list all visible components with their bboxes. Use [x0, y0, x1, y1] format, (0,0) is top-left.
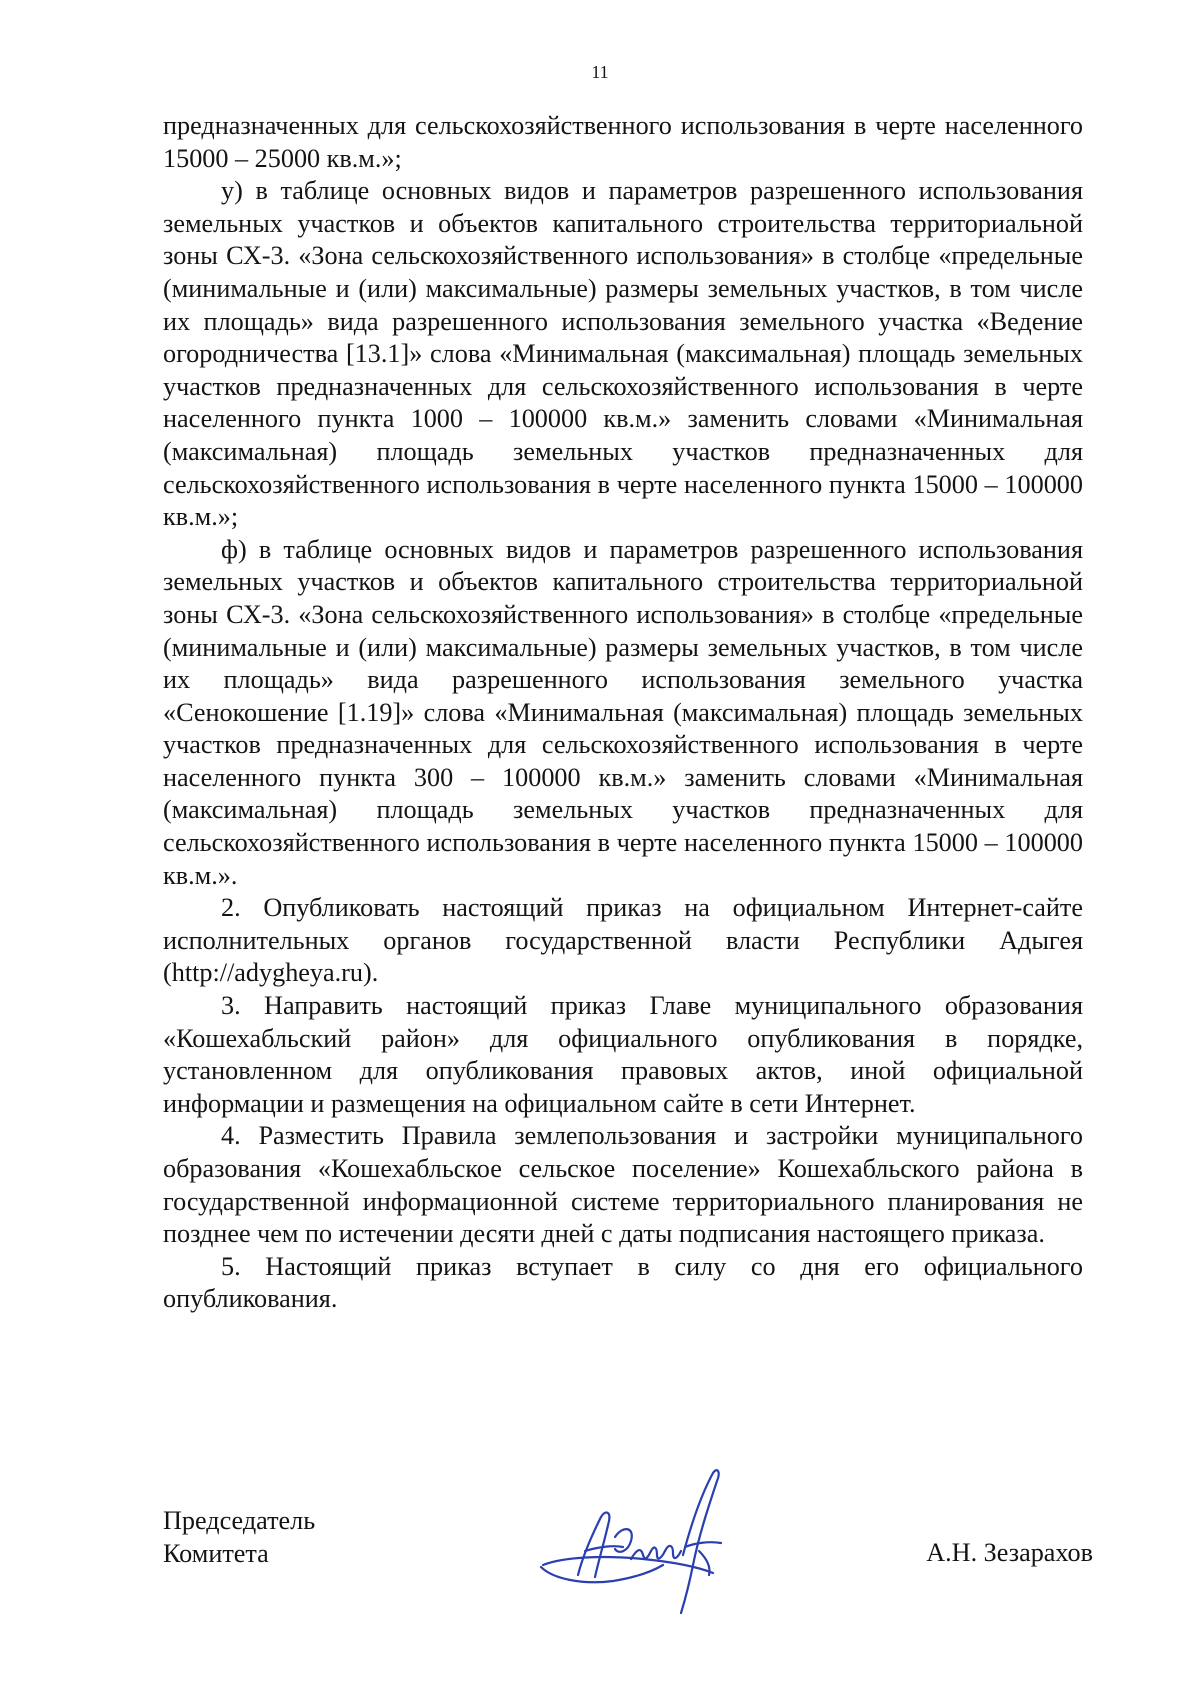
document-body [163, 110, 1083, 1316]
handwritten-signature [523, 1455, 763, 1625]
signatory-title-line2: Комитета [163, 1538, 269, 1568]
signatory-name: А.Н. Зезарахов [926, 1538, 1093, 1567]
signatory-title [163, 1505, 315, 1570]
signatory-title-line1: Председатель [163, 1506, 316, 1535]
signature-block [163, 1505, 1093, 1625]
page-number: 11 [591, 62, 609, 82]
paragraph-point-2: 2. Опубликовать настоящий приказ на официальном Интернет-сайте исполнительных органов государственной власти Республики Адыгея (http://adygheya.ru). [163, 893, 1083, 988]
paragraph-point-3: 3. Направить настоящий приказ Главе муниципального образования «Кошехабльский район» для официального опубликования в порядке, установленном для опубликования правовых актов, иной официальной информации и размещения на официальном сайте в сети Интернет. [163, 991, 1083, 1118]
paragraph-item-u: у) в таблице основных видов и параметров разрешенного использования земельных участков и объектов капитального строительства территориальной зоны СХ-3. «Зона сельскохозяйственного использования» в столбце «предельные (минимальные и (или) максимальные) размеры земельных участков, в том числе их площадь» вида разрешенного использования земельного участка «Ведение огородничества [13.1]» слова «Минимальная (максимальная) площадь земельных участков предназначенных для сельскохозяйственного использования в черте населенного пункта 1000 – 100000 кв.м.» заменить словами «Минимальная (максимальная) площадь земельных участков предназначенных для сельскохозяйственного использования в черте населенного пункта 15000 – 100000 кв.м.»; [163, 176, 1083, 532]
paragraph-item-f: ф) в таблице основных видов и параметров разрешенного использования земельных участков и объектов капитального строительства территориальной зоны СХ-3. «Зона сельскохозяйственного использования» в столбце «предельные (минимальные и (или) максимальные) размеры земельных участков, в том числе их площадь» вида разрешенного использования земельного участка «Сенокошение [1.19]» слова «Минимальная (максимальная) площадь земельных участков предназначенных для сельскохозяйственного использования в черте населенного пункта 300 – 100000 кв.м.» заменить словами «Минимальная (максимальная) площадь земельных участков предназначенных для сельскохозяйственного использования в черте населенного пункта 15000 – 100000 кв.м.». [163, 534, 1083, 890]
paragraph-point-4: 4. Разместить Правила землепользования и застройки муниципального образования «Кошехабльское сельское поселение» Кошехабльского района в государственной информационной системе территориального планирования не позднее чем по истечении десяти дней с даты подписания настоящего приказа. [163, 1121, 1083, 1249]
paragraph-point-5: 5. Настоящий приказ вступает в силу со дня его официального опубликования. [163, 1251, 1083, 1314]
paragraph-continuation: предназначенных для сельскохозяйственного использования в черте населенного 15000 – 25000 кв.м.»; [163, 111, 1083, 173]
